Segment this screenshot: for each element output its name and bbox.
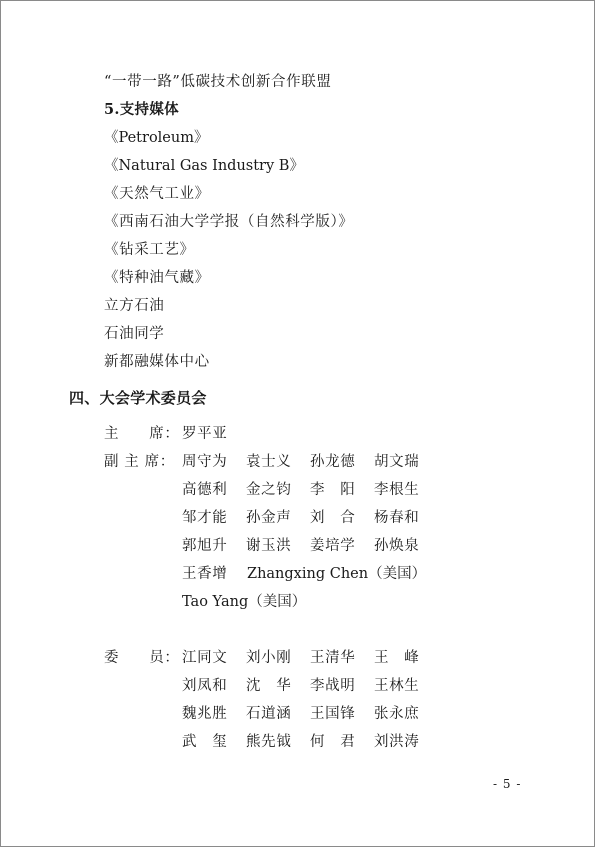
committee-heading: 四、大会学术委员会: [69, 389, 207, 407]
vice-chair-name: 金之钧: [246, 482, 292, 498]
member-name: 石道涵: [246, 706, 292, 722]
vice-chair-name: 胡文瑞: [374, 454, 420, 470]
vice-chair-name: 杨春和: [374, 510, 420, 526]
media-item: 立方石油: [104, 298, 165, 314]
vice-chair-name: 郭旭升: [182, 538, 228, 554]
media-heading: 5.支持媒体: [104, 101, 179, 118]
vice-chair-name: 孙焕泉: [374, 538, 420, 554]
member-name: 张永庶: [374, 706, 420, 722]
vice-chair-name: 孙龙德: [310, 454, 356, 470]
media-item: 《Petroleum》: [104, 130, 209, 146]
vice-chair-name: Zhangxing Chen（美国）: [247, 566, 427, 582]
member-name: 王林生: [374, 678, 420, 694]
vice-chair-name: 袁士义: [246, 454, 292, 470]
member-name: 沈 华: [246, 678, 292, 694]
member-name: 刘小刚: [246, 650, 292, 666]
vice-chair-name: 刘 合: [310, 510, 356, 526]
chair-name: 罗平亚: [182, 426, 228, 442]
member-name: 李战明: [310, 678, 356, 694]
member-name: 王清华: [310, 650, 356, 666]
vice-chair-name: 孙金声: [246, 510, 292, 526]
media-item: 《钻采工艺》: [104, 242, 195, 258]
chair-label: 主 席：: [104, 426, 180, 442]
member-label: 委 员：: [104, 650, 180, 666]
vice-chair-label: 副 主 席：: [104, 454, 175, 470]
vice-chair-name: 高德利: [182, 482, 228, 498]
alliance-line: “一带一路”低碳技术创新合作联盟: [104, 74, 332, 90]
member-name: 王 峰: [374, 650, 420, 666]
page-number: - 5 -: [493, 777, 522, 791]
member-name: 何 君: [310, 734, 356, 750]
member-name: 江同文: [182, 650, 228, 666]
media-item: 新都融媒体中心: [104, 354, 210, 370]
vice-chair-name: 邹才能: [182, 510, 228, 526]
member-name: 王国锋: [310, 706, 356, 722]
member-name: 刘凤和: [182, 678, 228, 694]
vice-chair-name: 谢玉洪: [246, 538, 292, 554]
member-name: 魏兆胜: [182, 706, 228, 722]
vice-chair-name: Tao Yang（美国）: [182, 594, 307, 610]
media-item: 《Natural Gas Industry B》: [104, 158, 304, 174]
member-name: 熊先钺: [246, 734, 292, 750]
media-item: 《天然气工业》: [104, 186, 210, 202]
member-name: 刘洪涛: [374, 734, 420, 750]
media-item: 石油同学: [104, 326, 165, 342]
vice-chair-name: 周守为: [182, 454, 228, 470]
vice-chair-name: 姜培学: [310, 538, 356, 554]
member-name: 武 玺: [182, 734, 228, 750]
vice-chair-name: 李 阳: [310, 482, 356, 498]
vice-chair-name: 王香增: [182, 566, 228, 582]
vice-chair-name: 李根生: [374, 482, 420, 498]
media-item: 《特种油气藏》: [104, 270, 210, 286]
media-item: 《西南石油大学学报（自然科学版）》: [104, 214, 354, 230]
